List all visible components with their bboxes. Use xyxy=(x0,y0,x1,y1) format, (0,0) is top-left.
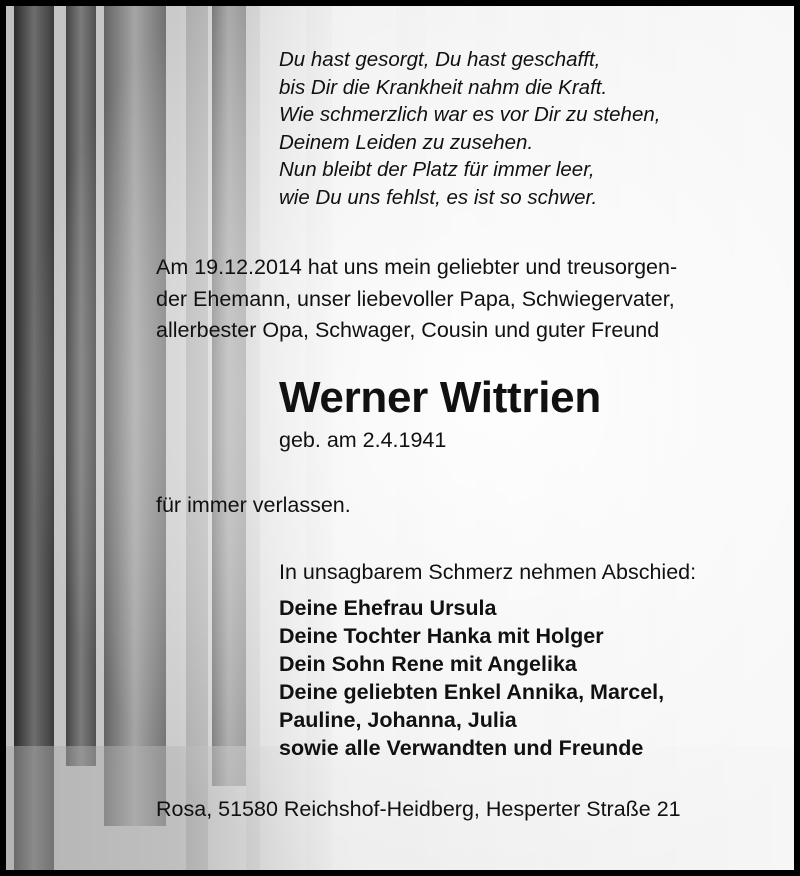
announcement-line: Am 19.12.2014 hat uns mein geliebter und treusorgen- xyxy=(156,255,678,279)
mourner-line: Deine geliebten Enkel Annika, Marcel, xyxy=(279,680,665,704)
poem-line: bis Dir die Krankheit nahm die Kraft. xyxy=(279,75,608,99)
closing-line: für immer verlassen. xyxy=(156,493,351,517)
mourner-line: Dein Sohn Rene mit Angelika xyxy=(279,652,577,676)
poem-line: Wie schmerzlich war es vor Dir zu stehen, xyxy=(279,103,661,127)
poem-line: Nun bleibt der Platz für immer leer, xyxy=(279,158,595,182)
announcement-line: allerbester Opa, Schwager, Cousin und guter Freund xyxy=(156,318,660,342)
mourners-list xyxy=(279,594,779,762)
poem-verse xyxy=(279,46,739,212)
family-address: Rosa, 51580 Reichshof-Heidberg, Hesperter Straße 21 xyxy=(156,797,681,821)
poem-line: wie Du uns fehlst, es ist so schwer. xyxy=(279,185,598,209)
announcement-text xyxy=(156,252,776,347)
deceased-name: Werner Wittrien xyxy=(279,373,601,422)
mourners-intro: In unsagbarem Schmerz nehmen Abschied: xyxy=(279,560,697,584)
announcement-line: der Ehemann, unser liebevoller Papa, Schwiegervater, xyxy=(156,286,675,311)
mourner-line: Pauline, Johanna, Julia xyxy=(279,708,517,732)
poem-line: Du hast gesorgt, Du hast geschafft, xyxy=(279,48,601,71)
mourner-line: Deine Tochter Hanka mit Holger xyxy=(279,624,604,648)
mourner-line: sowie alle Verwandten und Freunde xyxy=(279,736,644,760)
mourner-line: Deine Ehefrau Ursula xyxy=(279,596,497,620)
poem-line: Deinem Leiden zu zusehen. xyxy=(279,130,534,154)
birth-date: geb. am 2.4.1941 xyxy=(279,428,447,452)
